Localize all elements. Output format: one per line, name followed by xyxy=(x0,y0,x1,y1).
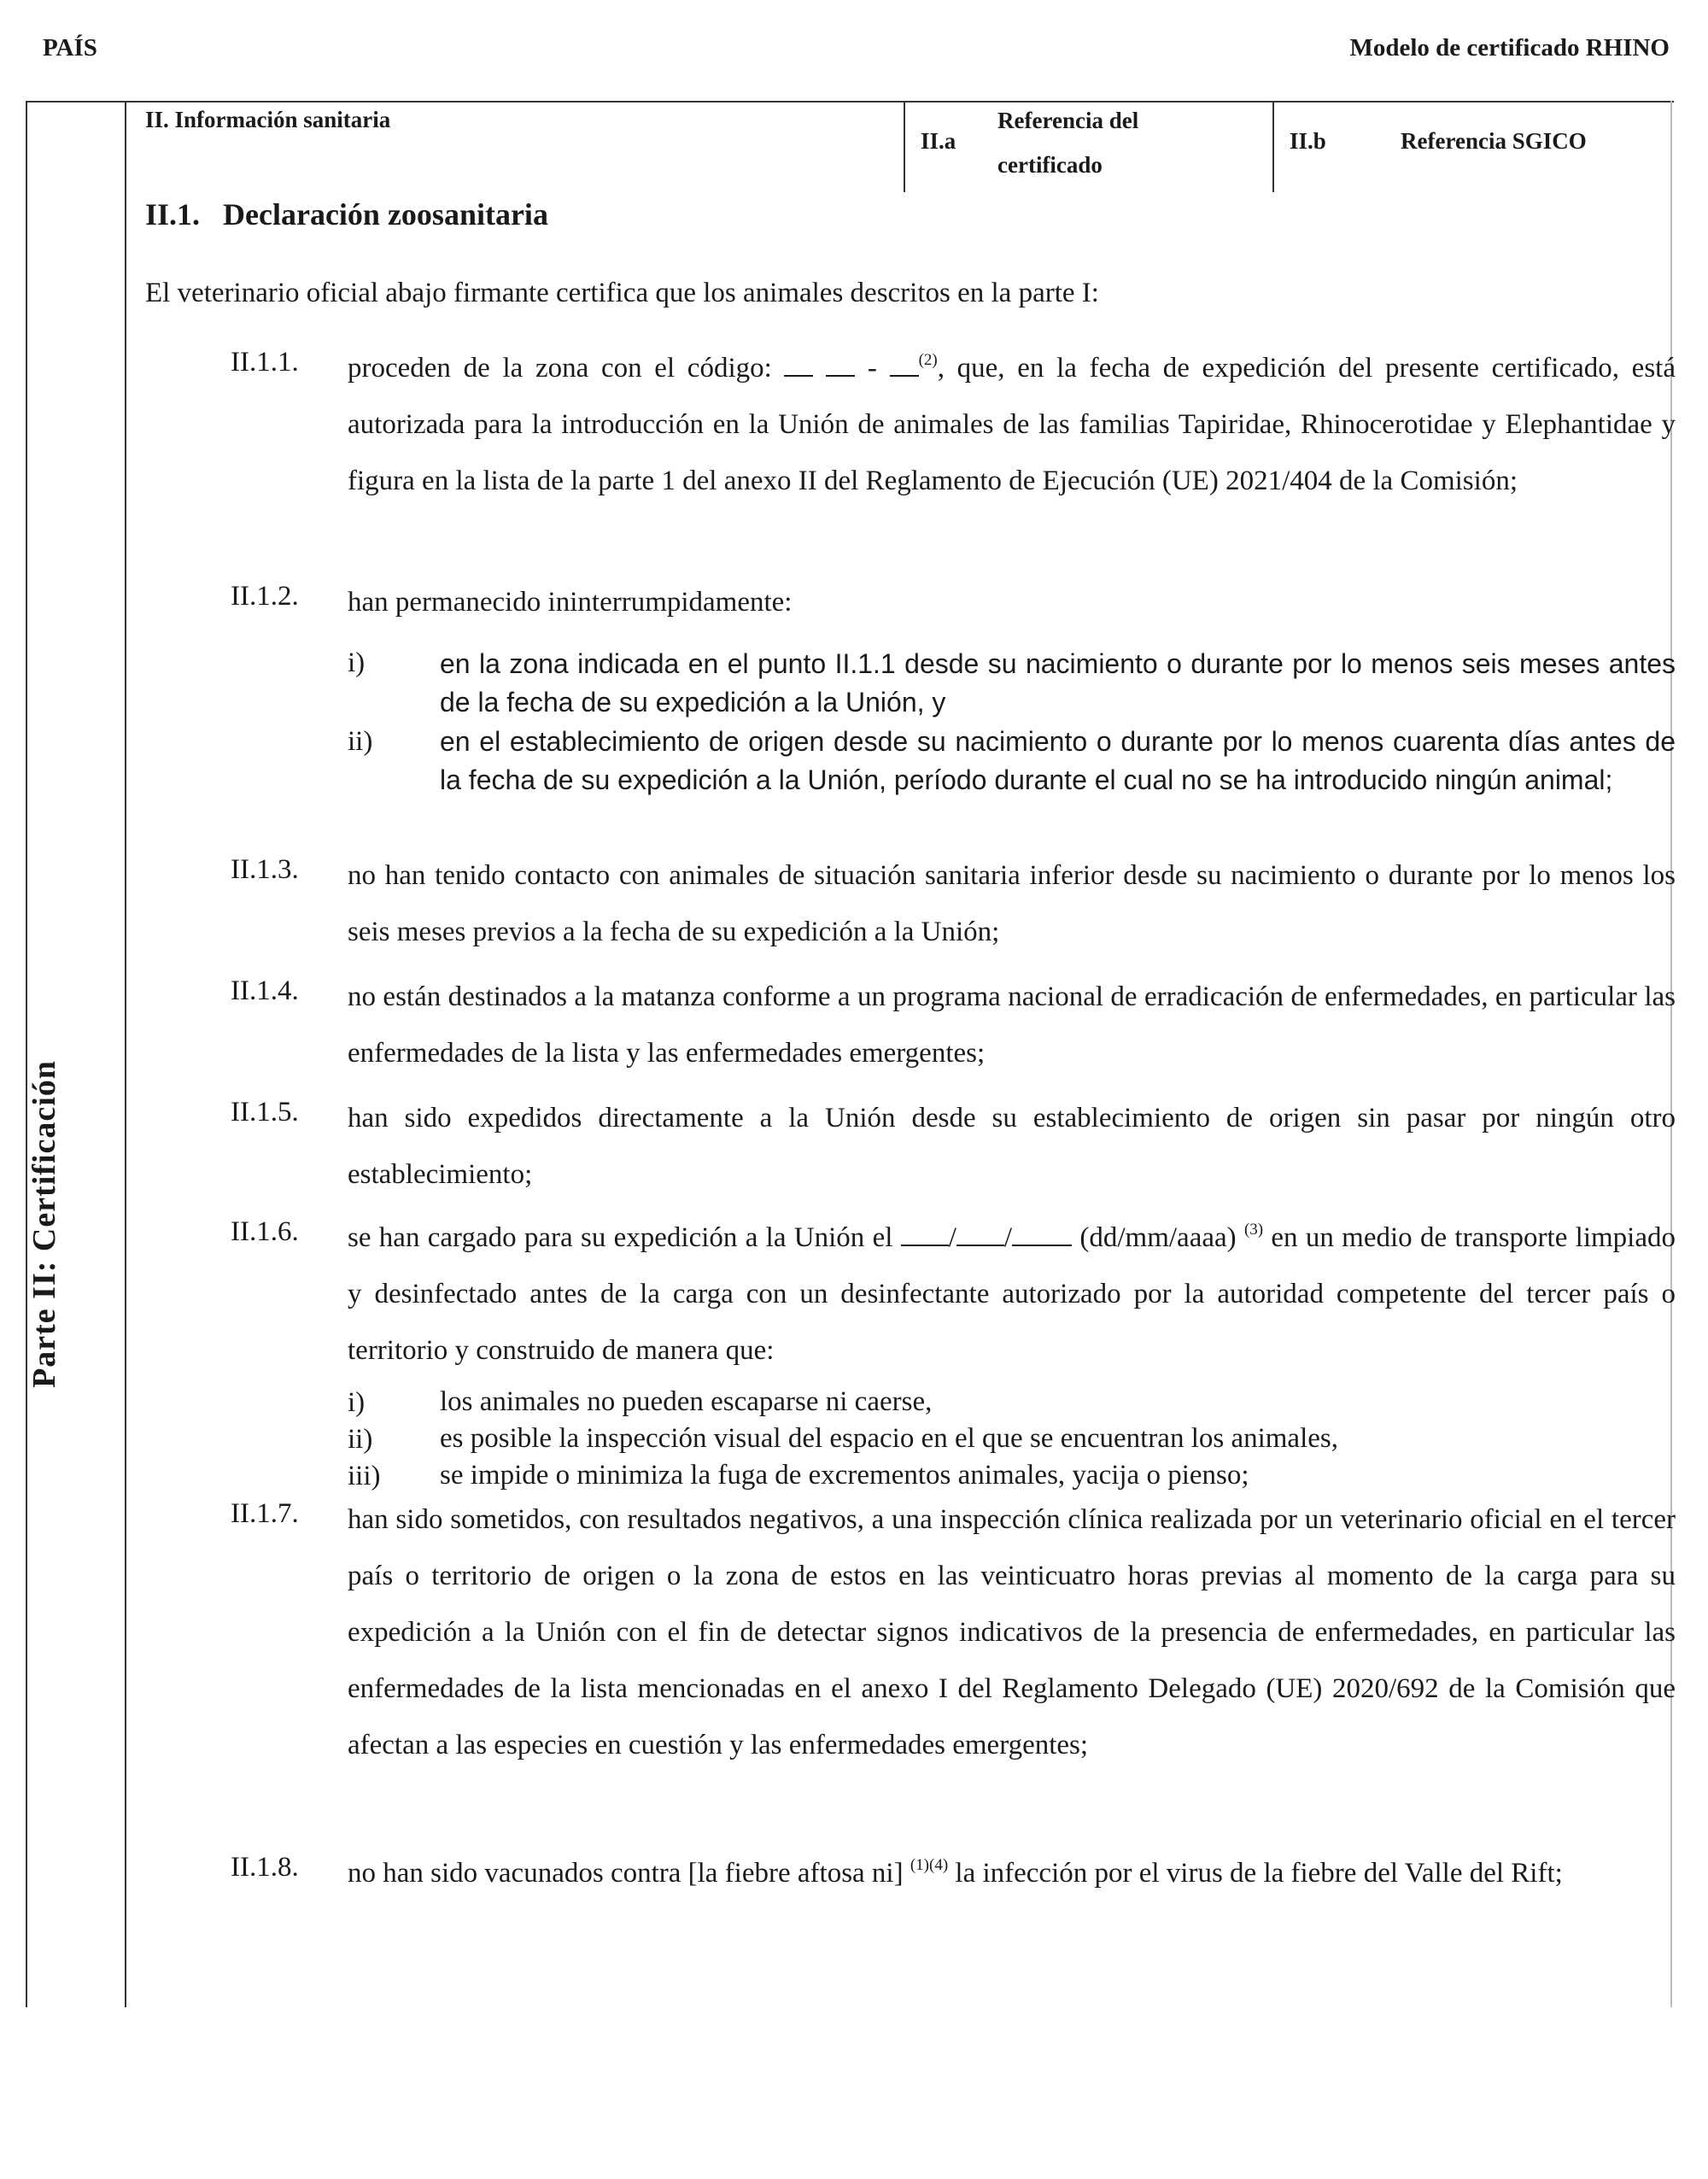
ref-a-divider xyxy=(904,101,905,192)
sub-roman: i) xyxy=(348,1387,366,1418)
declaration-intro: El veterinario oficial abajo firmante certifica que los animales descritos en la parte I: xyxy=(145,278,1099,308)
sub-text: en el establecimiento de origen desde su nacimiento o durante por lo menos cuarenta días antes de la fecha de su expedición a la Unión, período durante el cual no se ha introducido ningún animal; xyxy=(440,726,1676,795)
ref-b-label: Referencia SGICO xyxy=(1401,128,1587,154)
item-number: II.1.8. xyxy=(231,1852,299,1883)
sub-text: se impide o minimiza la fuga de excrementos animales, yacija o pienso; xyxy=(440,1460,1249,1491)
item-number: II.1.1. xyxy=(231,347,299,378)
side-column-divider xyxy=(125,101,126,2007)
ref-a-code: II.a xyxy=(921,128,956,154)
country-label: PAÍS xyxy=(43,34,97,62)
sub-roman: i) xyxy=(348,647,366,678)
item-text: se han cargado para su expedición a la Unión el / / (dd/mm/aaaa) $^{(3)}$ en un medio de transporte limpiado y desinfectado antes de la carga con un desinfectante autorizado por la autoridad competente del tercer país o territorio y construido de manera que: xyxy=(348,1221,1676,1366)
item-number: II.1.3. xyxy=(231,854,299,885)
item-text: han permanecido ininterrumpidamente: xyxy=(348,587,793,618)
ref-b-divider xyxy=(1272,101,1274,192)
item-number: II.1.4. xyxy=(231,975,299,1006)
item-number: II.1.5. xyxy=(231,1097,299,1128)
sub-text: en la zona indicada en el punto II.1.1 desde su nacimiento o durante por lo menos seis meses antes de la fecha de su expedición a la Unión, y xyxy=(440,648,1676,718)
item-number: II.1.6. xyxy=(231,1216,299,1247)
certificate-model: Modelo de certificado RHINO xyxy=(1349,34,1670,62)
side-label: Parte II: Certificación xyxy=(26,1060,62,1388)
item-number: II.1.2. xyxy=(231,581,299,612)
item-text: no están destinados a la matanza conforme a un programa nacional de erradicación de enfermedades, en particular las enfermedades de la lista y las enfermedades emergentes; xyxy=(348,981,1676,1069)
item-text: no han tenido contacto con animales de situación sanitaria inferior desde su nacimiento o durante por lo menos los seis meses previos a la fecha de su expedición a la Unión; xyxy=(348,860,1676,947)
sub-roman: ii) xyxy=(348,726,373,757)
item-text: proceden de la zona con el código: - $^{(2)}$, que, en la fecha de expedición del presente certificado, está autorizada para la introducción en la Unión de animales de las familias Tapiridae, Rhinocerotidae y Elephantidae y figura en la lista de la parte 1 del anexo II del Reglamento de Ejecución (UE) 2021/404 de la Comisión; xyxy=(348,351,1676,496)
frame-left-border xyxy=(26,101,27,2007)
item-text: no han sido vacunados contra [la fiebre aftosa ni] $^{(1)(4)}$ la infección por el virus de la fiebre del Valle del Rift; xyxy=(348,1856,1563,1889)
declaration-title: II.1. Declaración zoosanitaria xyxy=(145,197,548,231)
ref-b-code: II.b xyxy=(1290,128,1326,154)
sub-text: los animales no pueden escaparse ni caerse, xyxy=(440,1386,933,1417)
sub-text: es posible la inspección visual del espacio en el que se encuentran los animales, xyxy=(440,1423,1338,1454)
section-title: II. Información sanitaria xyxy=(145,107,391,132)
sub-roman: iii) xyxy=(348,1461,381,1491)
item-text: han sido sometidos, con resultados negativos, a una inspección clínica realizada por un veterinario oficial en el tercer país o territorio de origen o la zona de estos en las veinticuatro horas previas al momento de la carga para su expedición a la Unión con el fin de detectar signos indicativos de la presencia de enfermedades, en particular las enfermedades de la lista mencionadas en el anexo I del Reglamento Delegado (UE) 2020/692 de la Comisión que afectan a las especies en cuestión y las enfermedades emergentes; xyxy=(348,1504,1676,1760)
sub-roman: ii) xyxy=(348,1424,373,1455)
ref-a-label: Referencia del certificado xyxy=(997,108,1139,178)
item-number: II.1.7. xyxy=(231,1498,299,1529)
item-text: han sido expedidos directamente a la Unión desde su establecimiento de origen sin pasar por ningún otro establecimiento; xyxy=(348,1103,1676,1190)
